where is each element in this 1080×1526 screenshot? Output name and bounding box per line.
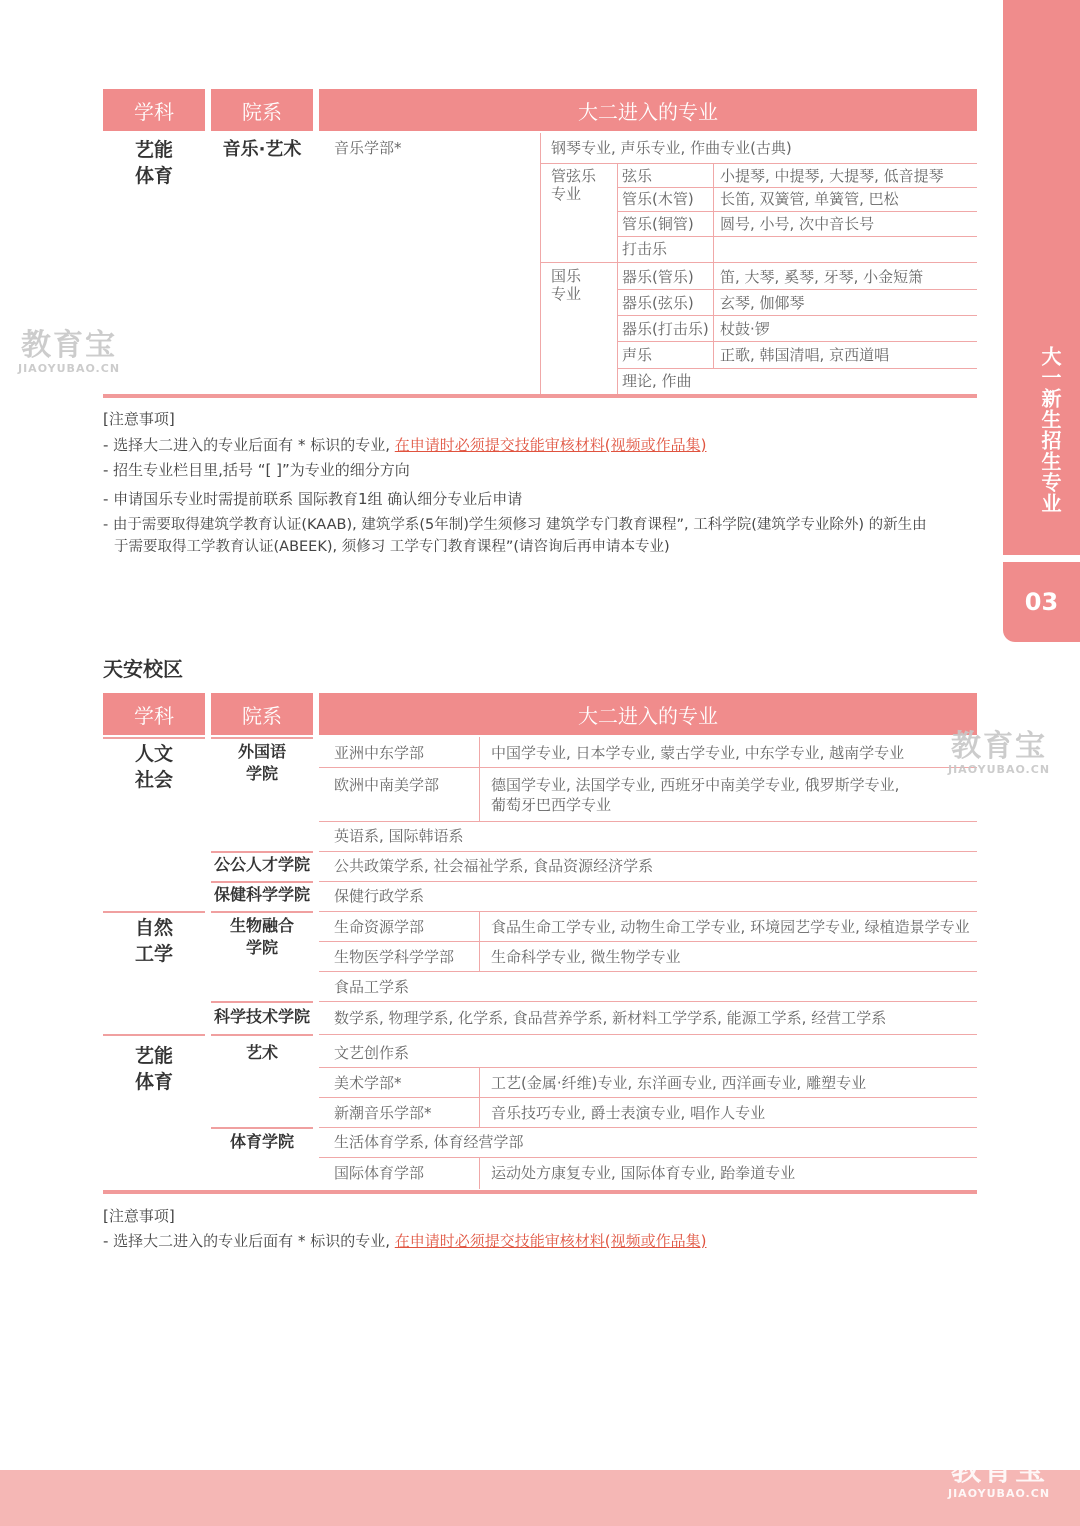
- row-life-sports: 生活体育学系, 体育经营学部: [334, 1133, 524, 1151]
- note-item: - 选择大二进入的专业后面有 * 标识的专业, 在申请时必须提交技能审核材料(视频或作品集): [103, 1232, 707, 1250]
- majors-asia-middle-east: 中国学专业, 日本学专业, 蒙古学专业, 中东学专业, 越南学专业: [491, 744, 905, 762]
- sub-theory: 理论, 作曲: [622, 372, 692, 390]
- watermark-logo: 教育宝 JIAOYUBAO.CN: [948, 729, 1051, 776]
- majors-brass: 圆号, 小号, 次中音长号: [720, 215, 875, 233]
- majors-biomedical: 生命科学专业, 微生物学专业: [491, 948, 681, 966]
- sub-woodwind: 管乐(木管): [622, 190, 694, 208]
- group-orchestral: 管弦乐 专业: [551, 167, 597, 203]
- divider: [211, 1001, 313, 1003]
- divider: [319, 971, 977, 972]
- note-item: - 招生专业栏目里,括号 “[ ]”为专业的细分方向: [103, 461, 410, 479]
- divider: [617, 163, 618, 395]
- row-public-policy: 公共政策学系, 社会福祉学系, 食品资源经济学系: [334, 857, 654, 875]
- divider: [540, 163, 977, 164]
- divider: [319, 767, 977, 768]
- footer-band: [0, 1470, 1080, 1526]
- row-science-tech: 数学系, 物理学系, 化学系, 食品营养学系, 新材料工学学系, 能源工学系, 经营工学系: [334, 1009, 887, 1027]
- divider: [103, 1034, 205, 1036]
- divider: [319, 1157, 977, 1158]
- divider: [319, 881, 977, 882]
- divider: [617, 236, 977, 237]
- section-title: 大一新生招生专业: [1038, 346, 1062, 514]
- divider: [319, 821, 977, 822]
- note-item: - 申请国乐专业时需提前联系 国际教育1组 确认细分专业后申请: [103, 490, 523, 508]
- row-literary-creation: 文艺创作系: [334, 1044, 410, 1062]
- divider: [319, 941, 977, 942]
- notes-title: [注意事项]: [103, 1207, 175, 1225]
- header-majors: 大二进入的专业: [319, 693, 977, 735]
- school-music: 音乐学部*: [334, 139, 402, 157]
- dept-art: 艺术: [245, 1043, 278, 1062]
- dept-bio-convergence: 生物融合 学院: [229, 916, 294, 957]
- dept-health-science: 保健科学学院: [213, 885, 310, 904]
- dept-public-talent: 公公人才学院: [213, 855, 310, 874]
- divider: [319, 1034, 977, 1035]
- divider: [319, 1127, 977, 1128]
- divider: [479, 1157, 480, 1189]
- dept-foreign-language: 外国语 学院: [237, 742, 286, 783]
- divider: [540, 133, 541, 395]
- majors-k-percussion: 杖鼓·锣: [720, 320, 770, 338]
- divider: [479, 1067, 480, 1127]
- divider: [319, 1067, 977, 1068]
- divider: [211, 881, 313, 883]
- sub-vocal: 声乐: [622, 346, 653, 364]
- note-item: 于需要取得工学教育认证(ABEEK), 须修习 工学专门教育课程”(请咨询后再申请本专业): [114, 539, 670, 555]
- row-english-korean: 英语系, 国际韩语系: [334, 827, 464, 845]
- divider: [713, 163, 714, 369]
- divider: [211, 737, 313, 739]
- majors-woodwind: 长笛, 双簧管, 单簧管, 巴松: [720, 190, 899, 208]
- divider: [211, 1127, 313, 1129]
- discipline-humanities: 人文 社会: [134, 743, 173, 791]
- majors-life-resources: 食品生命工学专业, 动物生命工学专业, 环境园艺学专业, 绿植造景学专业: [491, 918, 970, 936]
- majors-k-wind: 笛, 大琴, 奚琴, 牙琴, 小金短箫: [720, 268, 924, 286]
- majors-europe-latam: 德国学专业, 法国学专业, 西班牙中南美学专业, 俄罗斯学专业, 葡萄牙巴西学专业: [491, 776, 900, 814]
- note-item: - 由于需要取得建筑学教育认证(KAAB), 建筑学系(5年制)学生须修习 建筑学专门教育课程”, 工科学院(建筑学专业除外) 的新生由: [103, 517, 927, 533]
- school-biomedical: 生物医学科学学部: [334, 948, 455, 966]
- divider: [540, 262, 977, 263]
- campus-title: 天安校区: [103, 657, 183, 681]
- majors-k-strings: 玄琴, 伽倻琴: [720, 294, 805, 312]
- divider: [103, 737, 205, 739]
- dept-sports: 体育学院: [229, 1132, 294, 1151]
- sub-k-wind: 器乐(管乐): [622, 268, 694, 286]
- divider: [617, 368, 977, 369]
- divider: [103, 911, 205, 913]
- majors-new-music: 音乐技巧专业, 爵士表演专业, 唱作人专业: [491, 1104, 766, 1122]
- sub-brass: 管乐(铜管): [622, 215, 694, 233]
- department-music-art: 音乐·艺术: [222, 139, 302, 160]
- divider: [617, 341, 977, 342]
- divider: [211, 851, 313, 853]
- divider: [211, 911, 313, 913]
- dept-science-tech: 科学技术学院: [213, 1007, 310, 1026]
- school-europe-latam: 欧洲中南美学部: [334, 776, 440, 794]
- header-department: 院系: [211, 89, 313, 131]
- group-korean-music: 国乐 专业: [551, 267, 582, 303]
- sub-k-percussion: 器乐(打击乐): [622, 320, 709, 338]
- divider: [617, 187, 977, 188]
- divider: [319, 1097, 977, 1098]
- header-department: 院系: [211, 693, 313, 735]
- divider: [617, 315, 977, 316]
- discipline-arts-sports: 艺能 体育: [134, 1045, 173, 1093]
- majors-intl-sports: 运动处方康复专业, 国际体育专业, 跆拳道专业: [491, 1164, 796, 1182]
- divider: [211, 1034, 313, 1036]
- divider: [319, 851, 977, 852]
- majors-vocal: 正歌, 韩国清唱, 京西道唱: [720, 346, 890, 364]
- header-majors: 大二进入的专业: [319, 89, 977, 131]
- watermark-logo: 教育宝 JIAOYUBAO.CN: [18, 328, 121, 375]
- watermark-logo: 教育宝 JIAOYUBAO.CN: [948, 1453, 1051, 1500]
- table-bottom-border: [103, 394, 977, 398]
- school-intl-sports: 国际体育学部: [334, 1164, 425, 1182]
- page-number: 03: [1003, 562, 1080, 642]
- school-new-music: 新潮音乐学部*: [334, 1104, 432, 1122]
- majors-fine-arts: 工艺(金属·纤维)专业, 东洋画专业, 西洋画专业, 雕塑专业: [491, 1074, 867, 1092]
- row-piano: 钢琴专业, 声乐专业, 作曲专业(古典): [551, 139, 792, 157]
- school-asia-middle-east: 亚洲中东学部: [334, 744, 425, 762]
- table-bottom-border: [103, 1190, 977, 1194]
- sub-percussion: 打击乐: [622, 240, 668, 258]
- school-life-resources: 生命资源学部: [334, 918, 425, 936]
- majors-strings: 小提琴, 中提琴, 大提琴, 低音提琴: [720, 167, 944, 185]
- sub-k-strings: 器乐(弦乐): [622, 294, 694, 312]
- divider: [319, 1001, 977, 1002]
- header-discipline: 学科: [103, 693, 205, 735]
- row-health-admin: 保健行政学系: [334, 887, 425, 905]
- school-fine-arts: 美术学部*: [334, 1074, 402, 1092]
- sub-strings: 弦乐: [622, 167, 653, 185]
- notes-title: [注意事项]: [103, 410, 175, 428]
- divider: [479, 911, 480, 971]
- divider: [617, 289, 977, 290]
- row-food-engineering: 食品工学系: [334, 978, 410, 996]
- divider: [617, 211, 977, 212]
- discipline-natural-eng: 自然 工学: [134, 917, 173, 965]
- divider: [319, 911, 977, 912]
- header-discipline: 学科: [103, 89, 205, 131]
- discipline-arts-sports: 艺能 体育: [134, 139, 173, 187]
- divider: [479, 737, 480, 821]
- note-item: - 选择大二进入的专业后面有 * 标识的专业, 在申请时必须提交技能审核材料(视频或作品集): [103, 436, 707, 454]
